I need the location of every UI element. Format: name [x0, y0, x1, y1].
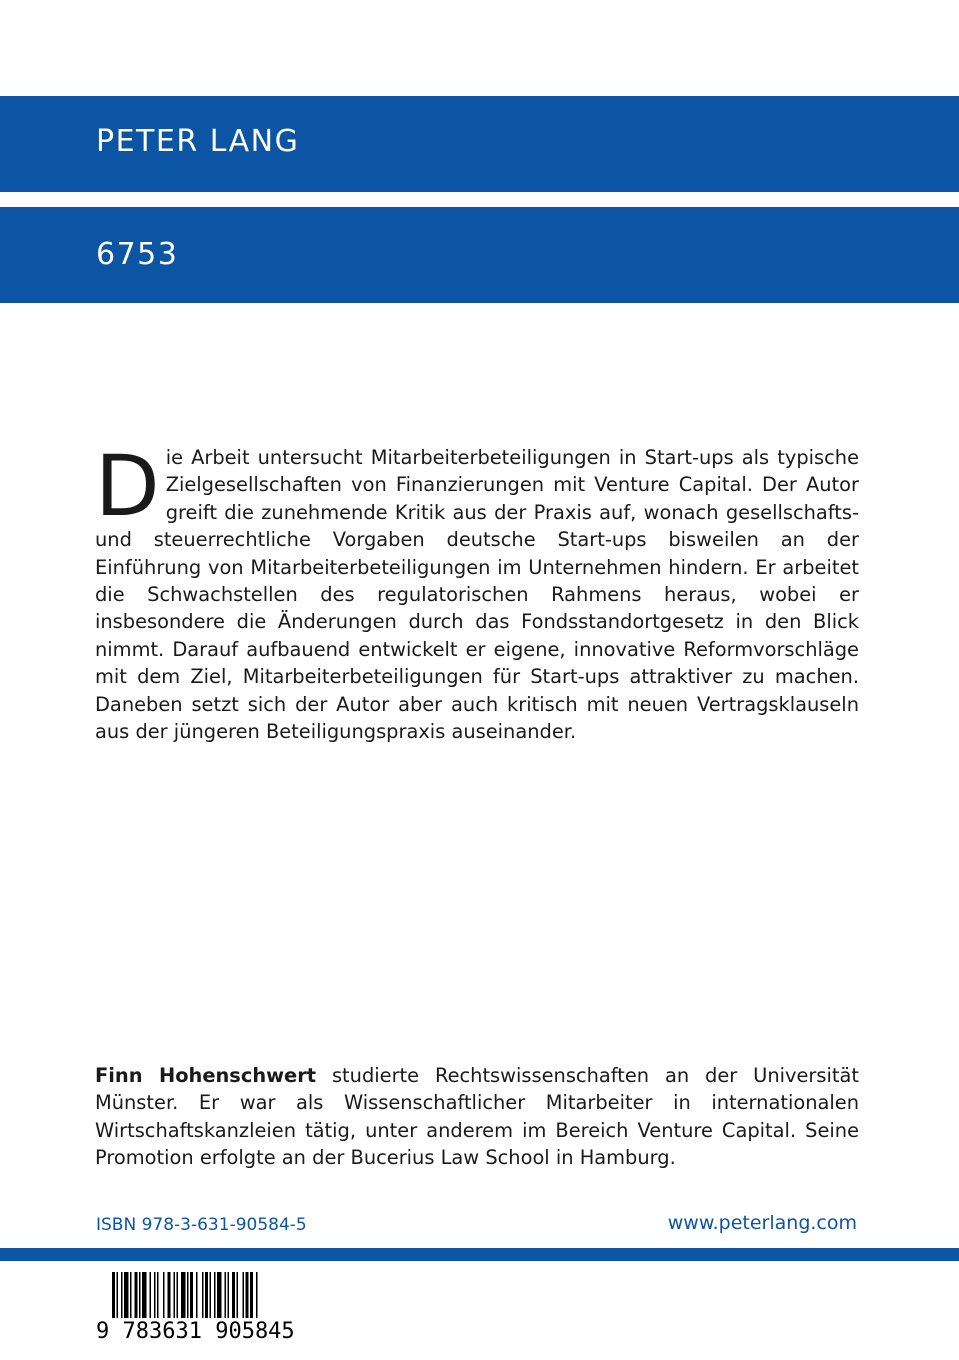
- barcode-digits: 9 783631 905845: [96, 1319, 295, 1344]
- website-link[interactable]: www.peterlang.com: [667, 1212, 857, 1234]
- author-bio-text: studierte Rechtswissenschaften an der Universität Münster. Er war als Wissenschaftlicher Mitarbeiter in internationalen Wirtschaftskanzleien tätig, unter anderem im Bereich Venture Capital. Seine Promotion erfolgte an der Bucerius Law School in Hamburg.: [95, 1064, 859, 1169]
- description-text: ie Arbeit untersucht Mitarbeiterbeteiligungen in Start-ups als typische Zielgesellschaften von Finanzierungen mit Venture Capital. Der Autor greift die zunehmende Kritik aus der Praxis auf, wonach gesellschafts- und steuerrechtliche Vorgaben deutsche Start-ups bisweilen an der Einführung von Mitarbeiterbeteiligungen im Unternehmen hindern. Er arbeitet die Schwachstellen des regulatorischen Rahmens heraus, wobei er insbesondere die Änderungen durch das Fondsstandortgesetz in den Blick nimmt. Darauf aufbauend entwickelt er eigene, innovative Reformvorschläge mit dem Ziel, Mitarbeiterbeteiligungen für Start-ups attraktiver zu machen. Daneben setzt sich der Autor aber auch kritisch mit neuen Vertragsklauseln aus der jüngeren Beteiligungspraxis auseinander.: [95, 446, 859, 744]
- series-band: [0, 207, 959, 303]
- isbn-barcode: [96, 1272, 295, 1346]
- drop-cap: D: [95, 437, 160, 535]
- barcode-bars-image: [96, 1272, 292, 1318]
- publisher-name: PETER LANG: [96, 124, 300, 159]
- footer-rule: [0, 1248, 959, 1261]
- book-description: [95, 437, 859, 745]
- publisher-band: [0, 96, 959, 192]
- author-bio: [95, 1062, 859, 1171]
- isbn-label: ISBN 978-3-631-90584-5: [96, 1215, 307, 1235]
- author-name: Finn Hohenschwert: [95, 1064, 317, 1087]
- series-number: 6753: [96, 237, 179, 272]
